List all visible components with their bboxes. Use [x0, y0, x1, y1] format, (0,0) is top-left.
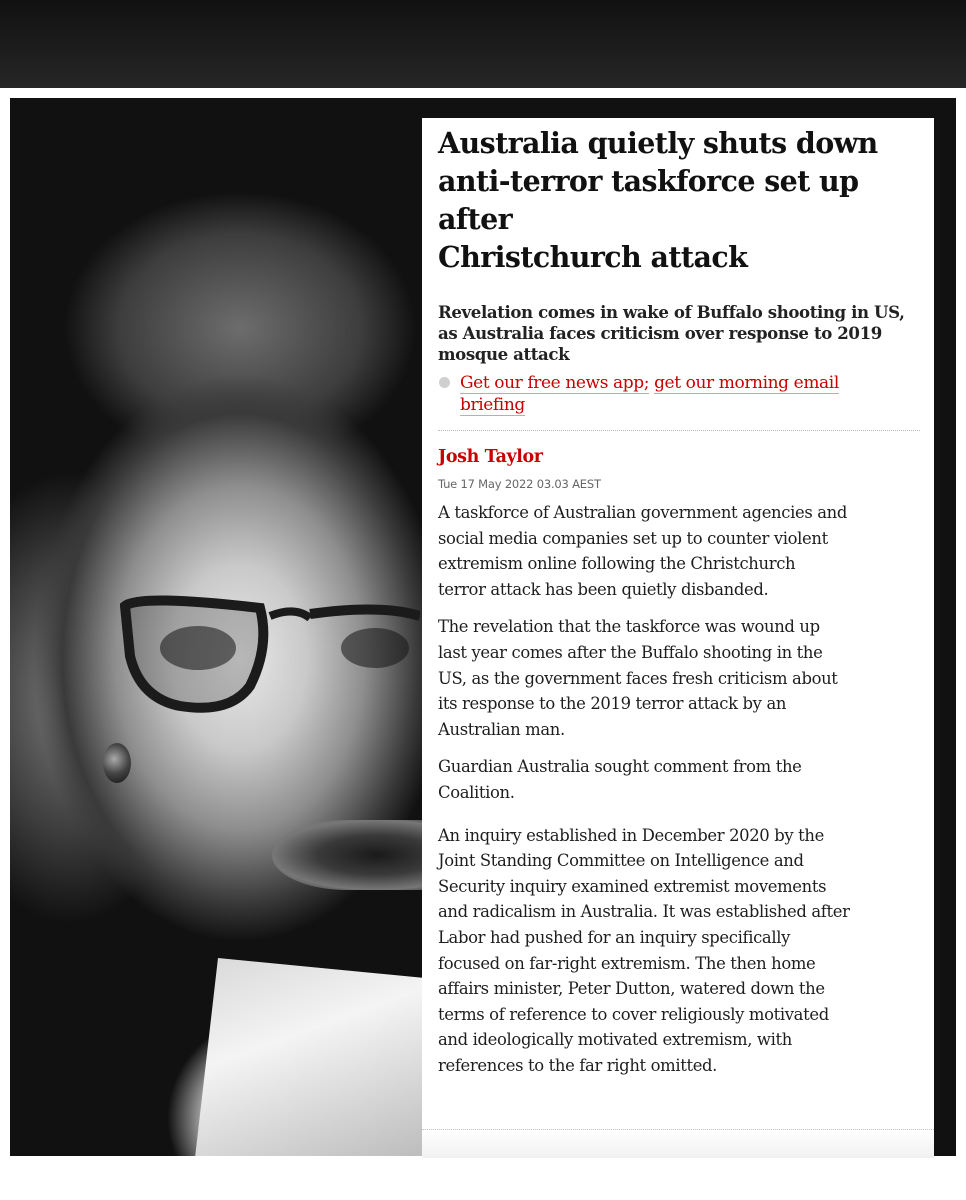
- bullet-icon: [439, 377, 450, 388]
- text-line: A taskforce of Australian government agencies and: [438, 503, 848, 522]
- text-line: last year comes after the Buffalo shooting in the: [438, 642, 823, 662]
- text-line: and ideologically motivated extremism, with: [438, 1030, 792, 1050]
- text-line: references to the far right omitted.: [438, 1055, 718, 1075]
- standfirst-line: Revelation comes in wake of Buffalo shooting in US,: [438, 302, 905, 322]
- mouth-shape: [272, 820, 422, 890]
- text-line: social media companies set up to counter violent: [438, 528, 828, 548]
- text-line: Labor had pushed for an inquiry specifically: [438, 927, 791, 947]
- morning-email-link[interactable]: get our morning email: [654, 373, 839, 393]
- publish-date: Tue 17 May 2022 03.03 AEST: [438, 477, 601, 491]
- article-standfirst: [438, 302, 920, 365]
- text-line: Guardian Australia sought comment from the: [438, 757, 802, 777]
- text-line: extremism online following the Christchurch: [438, 554, 796, 574]
- standfirst-line: as Australia faces criticism over response to 2019: [438, 323, 882, 343]
- text-line: affairs minister, Peter Dutton, watered down the: [438, 979, 825, 999]
- text-line: terms of reference to cover religiously motivated: [438, 1004, 829, 1024]
- morning-email-link-continued[interactable]: briefing: [460, 395, 525, 415]
- glasses-icon: [120, 586, 420, 716]
- text-line: and radicalism in Australia. It was established after: [438, 902, 850, 922]
- article-headline: [438, 124, 920, 276]
- top-bar: [0, 0, 966, 88]
- author-byline[interactable]: Josh Taylor: [438, 447, 543, 467]
- headline-line: Australia quietly shuts down: [438, 126, 878, 160]
- text-line: focused on far-right extremism. The then home: [438, 953, 816, 973]
- standfirst-line: mosque attack: [438, 344, 570, 364]
- headline-line: anti-terror taskforce set up after: [438, 164, 859, 236]
- text-line: Coalition.: [438, 782, 515, 802]
- body-paragraph-3: [438, 754, 920, 805]
- news-app-link[interactable]: Get our free news app;: [460, 373, 650, 393]
- text-line: Joint Standing Committee on Intelligence and: [438, 851, 804, 871]
- text-line: An inquiry established in December 2020 by the: [438, 825, 824, 845]
- shirt-collar-shape: [195, 958, 425, 1156]
- clipping-bottom-edge: [422, 1129, 934, 1158]
- promo-links: [438, 372, 920, 416]
- text-line: US, as the government faces fresh criticism about: [438, 668, 838, 688]
- article-clipping: [422, 118, 934, 1158]
- headline-line: Christchurch attack: [438, 240, 748, 274]
- body-paragraph-1: [438, 500, 920, 602]
- divider: [438, 430, 920, 431]
- text-line: Australian man.: [438, 719, 565, 739]
- text-line: its response to the 2019 terror attack by an: [438, 694, 787, 714]
- body-paragraph-2: [438, 614, 920, 742]
- text-line: Security inquiry examined extremist movements: [438, 876, 827, 896]
- text-line: The revelation that the taskforce was wound up: [438, 617, 820, 637]
- body-paragraph-4: [438, 823, 920, 1079]
- earring-icon: [103, 743, 131, 783]
- text-line: terror attack has been quietly disbanded.: [438, 579, 769, 599]
